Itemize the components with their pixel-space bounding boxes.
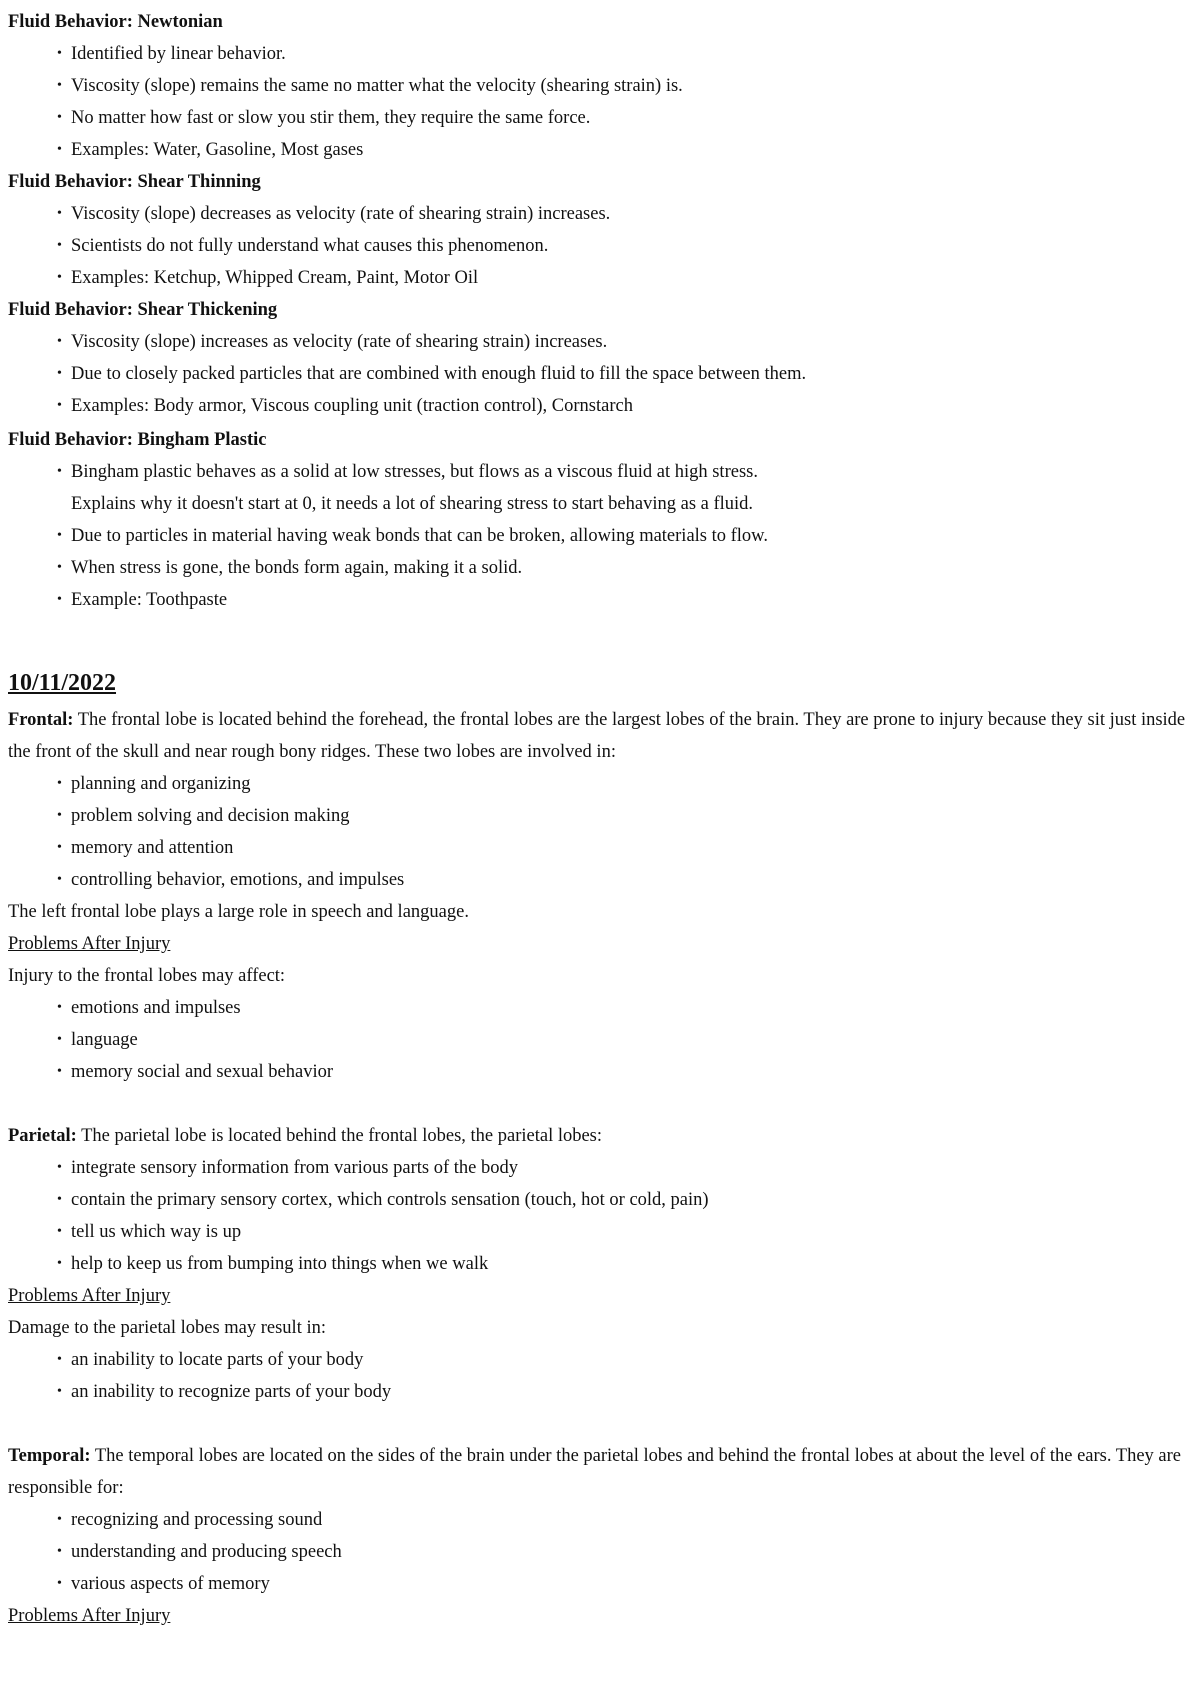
frontal-intro-text: The frontal lobe is located behind the forehead, the frontal lobes are the largest lobes of the brain. They are prone to injury because they sit just inside the front of the skull and near rough bony ridges. These two lobes are involved in: bbox=[8, 710, 1186, 762]
list-item: • Due to closely packed particles that are combined with enough fluid to fill the space between them. bbox=[8, 358, 1194, 390]
list-item: • memory social and sexual behavior bbox=[8, 1056, 1194, 1088]
list-item: • planning and organizing bbox=[8, 768, 1194, 800]
section-heading: Fluid Behavior: Shear Thickening bbox=[8, 300, 278, 320]
frontal-note: The left frontal lobe plays a large role in speech and language. bbox=[8, 902, 469, 922]
list-item: • memory and attention bbox=[8, 832, 1194, 864]
section-parietal bbox=[8, 1120, 1194, 1408]
section-shear-thickening bbox=[8, 294, 1194, 422]
list-item: • an inability to locate parts of your body bbox=[8, 1344, 1194, 1376]
problems-intro: Injury to the frontal lobes may affect: bbox=[8, 966, 286, 986]
section-heading: Fluid Behavior: Newtonian bbox=[8, 12, 223, 32]
problems-intro: Damage to the parietal lobes may result in: bbox=[8, 1318, 326, 1338]
section-bingham-plastic bbox=[8, 424, 1194, 616]
temporal-intro bbox=[8, 1440, 1194, 1504]
list-item: • language bbox=[8, 1024, 1194, 1056]
section-heading: Fluid Behavior: Shear Thinning bbox=[8, 172, 261, 192]
list-item: • emotions and impulses bbox=[8, 992, 1194, 1024]
problems-title: Problems After Injury bbox=[8, 934, 171, 954]
list-item: • No matter how fast or slow you stir them, they require the same force. bbox=[8, 102, 1194, 134]
list-item: • recognizing and processing sound bbox=[8, 1504, 1194, 1536]
bullet-list bbox=[8, 1344, 1194, 1408]
temporal-intro-text: The temporal lobes are located on the sides of the brain under the parietal lobes and behind the frontal lobes at about the level of the ears. They are responsible for: bbox=[8, 1446, 1182, 1498]
frontal-label: Frontal: bbox=[8, 710, 74, 730]
list-item: • Scientists do not fully understand what causes this phenomenon. bbox=[8, 230, 1194, 262]
bullet-list bbox=[8, 1504, 1194, 1600]
section-newtonian bbox=[8, 6, 1194, 166]
section-heading: Fluid Behavior: Bingham Plastic bbox=[8, 430, 267, 450]
section-temporal bbox=[8, 1440, 1194, 1632]
list-item: • Bingham plastic behaves as a solid at low stresses, but flows as a viscous fluid at high stress. Explains why it doesn't start at 0, it needs a lot of shearing stress to start behaving as a fluid. bbox=[8, 456, 1194, 520]
bullet-list bbox=[8, 992, 1194, 1088]
list-item: • help to keep us from bumping into things when we walk bbox=[8, 1248, 1194, 1280]
spacer bbox=[8, 1408, 1194, 1440]
list-item: • tell us which way is up bbox=[8, 1216, 1194, 1248]
bullet-list bbox=[8, 1152, 1194, 1280]
list-item: • integrate sensory information from various parts of the body bbox=[8, 1152, 1194, 1184]
list-item: • Viscosity (slope) decreases as velocity (rate of shearing strain) increases. bbox=[8, 198, 1194, 230]
list-item: • Examples: Ketchup, Whipped Cream, Paint, Motor Oil bbox=[8, 262, 1194, 294]
parietal-intro bbox=[8, 1120, 1194, 1152]
date-heading: 10/11/2022 bbox=[8, 670, 117, 696]
section-shear-thinning bbox=[8, 166, 1194, 294]
list-item: • Viscosity (slope) increases as velocity (rate of shearing strain) increases. bbox=[8, 326, 1194, 358]
problems-title: Problems After Injury bbox=[8, 1606, 171, 1626]
list-item: • Due to particles in material having weak bonds that can be broken, allowing materials to flow. bbox=[8, 520, 1194, 552]
list-item: • controlling behavior, emotions, and impulses bbox=[8, 864, 1194, 896]
parietal-label: Parietal: bbox=[8, 1126, 77, 1146]
list-item: • understanding and producing speech bbox=[8, 1536, 1194, 1568]
list-item: • an inability to recognize parts of your body bbox=[8, 1376, 1194, 1408]
list-item: • Viscosity (slope) remains the same no matter what the velocity (shearing strain) is. bbox=[8, 70, 1194, 102]
list-item: • Example: Toothpaste bbox=[8, 584, 1194, 616]
bullet-list bbox=[8, 768, 1194, 896]
list-item: • Examples: Body armor, Viscous coupling unit (traction control), Cornstarch bbox=[8, 390, 1194, 422]
bullet-list bbox=[8, 326, 1194, 422]
parietal-intro-text: The parietal lobe is located behind the frontal lobes, the parietal lobes: bbox=[76, 1126, 603, 1146]
problems-title: Problems After Injury bbox=[8, 1286, 171, 1306]
list-item: • various aspects of memory bbox=[8, 1568, 1194, 1600]
bullet-list bbox=[8, 456, 1194, 616]
temporal-label: Temporal: bbox=[8, 1446, 91, 1466]
bullet-list bbox=[8, 198, 1194, 294]
section-frontal bbox=[8, 704, 1194, 1088]
list-item: • Examples: Water, Gasoline, Most gases bbox=[8, 134, 1194, 166]
bullet-list bbox=[8, 38, 1194, 166]
frontal-intro bbox=[8, 704, 1194, 768]
list-item: • When stress is gone, the bonds form again, making it a solid. bbox=[8, 552, 1194, 584]
list-item: • contain the primary sensory cortex, which controls sensation (touch, hot or cold, pain) bbox=[8, 1184, 1194, 1216]
spacer bbox=[8, 1088, 1194, 1120]
list-item: • problem solving and decision making bbox=[8, 800, 1194, 832]
list-item: • Identified by linear behavior. bbox=[8, 38, 1194, 70]
